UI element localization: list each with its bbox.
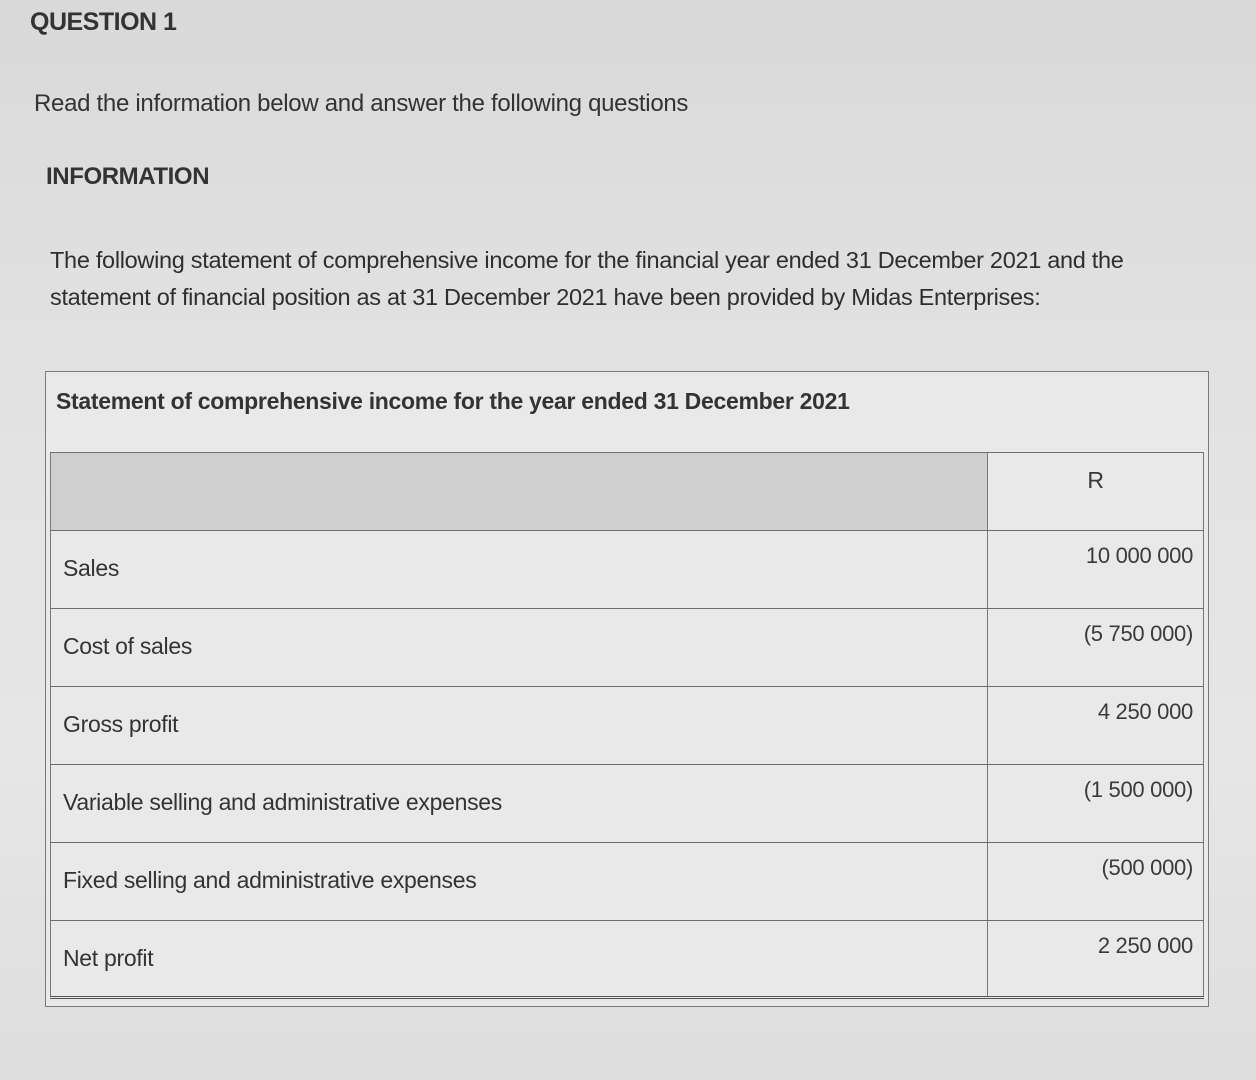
table-row-fixed-expenses [50, 843, 1204, 921]
row-label: Sales [50, 531, 988, 608]
question-title: QUESTION 1 [30, 8, 177, 36]
table-row-variable-expenses [50, 765, 1204, 843]
row-value: (500 000) [988, 843, 1204, 920]
table-row-gross-profit [50, 687, 1204, 765]
row-label: Variable selling and administrative expenses [50, 765, 988, 842]
row-value: 4 250 000 [988, 687, 1204, 764]
table-row-sales [50, 531, 1204, 609]
income-statement-table [45, 371, 1209, 1007]
row-label: Fixed selling and administrative expenses [50, 843, 988, 920]
row-value: 10 000 000 [988, 531, 1204, 608]
table-row-cost-of-sales [50, 609, 1204, 687]
header-label-cell [50, 453, 988, 530]
information-paragraph: The following statement of comprehensive income for the financial year ended 31 December 2021 and the statement of financial position as at 31 December 2021 have been provided by Midas Enterprises: [50, 247, 1124, 310]
row-value: (5 750 000) [988, 609, 1204, 686]
intro-text: Read the information below and answer the following questions [34, 90, 689, 117]
row-value: (1 500 000) [988, 765, 1204, 842]
row-label: Net profit [50, 921, 988, 996]
row-label: Gross profit [50, 687, 988, 764]
row-label: Cost of sales [50, 609, 988, 686]
information-heading: INFORMATION [46, 163, 210, 190]
statement-grid [50, 452, 1204, 999]
currency-header: R [988, 453, 1204, 530]
statement-title: Statement of comprehensive income for the year ended 31 December 2021 [56, 388, 850, 414]
table-header-row [50, 453, 1204, 531]
row-value: 2 250 000 [988, 921, 1204, 996]
table-row-net-profit [50, 921, 1204, 999]
